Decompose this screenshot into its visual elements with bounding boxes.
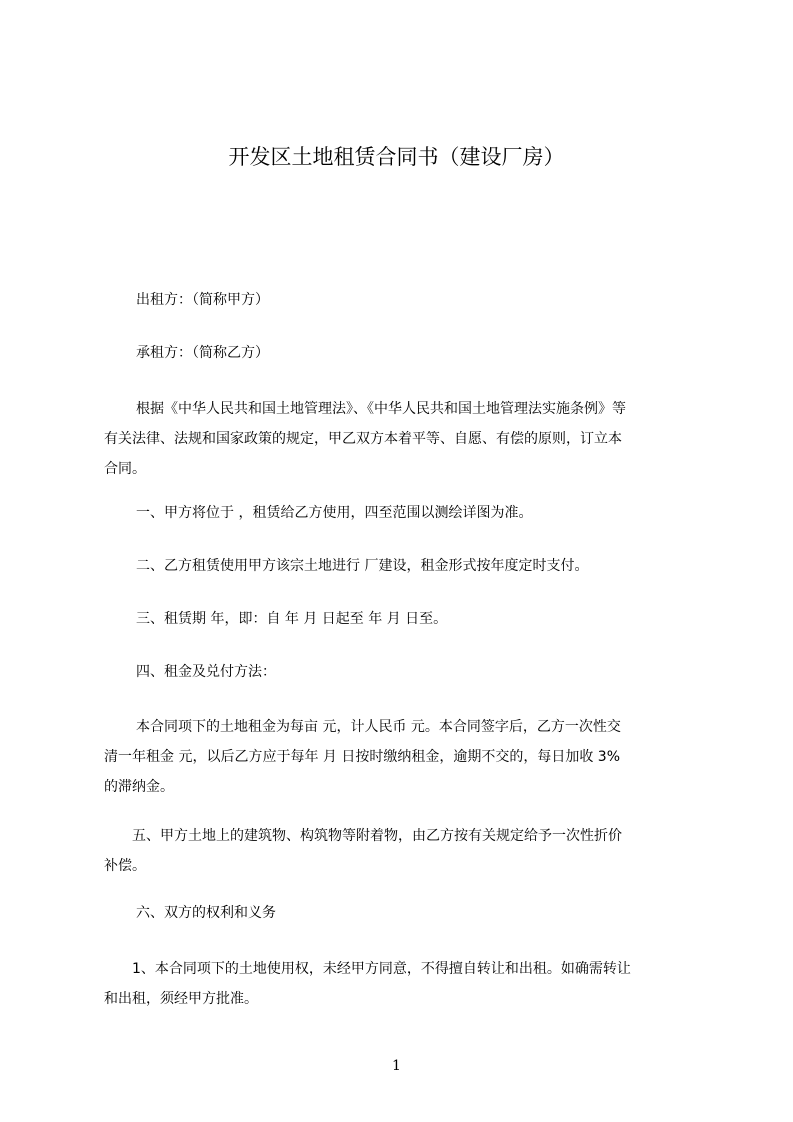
preamble-line-1: 根据《中华人民共和国土地管理法》、《中华人民共和国土地管理法实施条例》等 bbox=[136, 401, 626, 417]
preamble-line-2: 有关法律、法规和国家政策的规定，甲乙双方本着平等、自愿、有偿的原则，订立本 bbox=[104, 431, 622, 447]
lessor-line: 出租方：（简称甲方） bbox=[136, 292, 269, 308]
clause-1: 一、甲方将位于 ，租赁给乙方使用，四至范围以测绘详图为准。 bbox=[136, 505, 533, 521]
preamble-paragraph bbox=[104, 394, 698, 484]
clause-3: 三、租赁期 年，即：自 年 月 日起至 年 月 日至。 bbox=[136, 611, 448, 627]
page-number: 1 bbox=[392, 1058, 401, 1074]
clause-4-line-2: 清一年租金 元，以后乙方应于每年 月 日按时缴纳租金，逾期不交的，每日加收 3% bbox=[104, 749, 621, 765]
clause-6-item-1-paragraph bbox=[104, 954, 698, 1014]
clause-5-line-1: 五、甲方土地上的建筑物、构筑物等附着物，由乙方按有关规定给予一次性折价 bbox=[132, 828, 622, 844]
clause-4-paragraph bbox=[104, 712, 698, 802]
clause-2: 二、乙方租赁使用甲方该宗土地进行 厂建设，租金形式按年度定时支付。 bbox=[136, 558, 589, 574]
clause-6-title: 六、双方的权利和义务 bbox=[136, 905, 276, 921]
lessee-line: 承租方：（简称乙方） bbox=[136, 345, 269, 361]
clause-5-paragraph bbox=[104, 821, 698, 881]
clause-4-line-3: 的滞纳金。 bbox=[104, 779, 174, 795]
clause-6-item-1-line-2: 和出租，须经甲方批准。 bbox=[104, 991, 258, 1007]
document-title: 开发区土地租赁合同书（建设厂房） bbox=[228, 145, 565, 169]
clause-6-item-1-line-1: 1、本合同项下的土地使用权，未经甲方同意，不得擅自转让和出租。如确需转让 bbox=[132, 961, 631, 977]
preamble-line-3: 合同。 bbox=[104, 461, 146, 477]
clause-5-line-2: 补偿。 bbox=[104, 858, 146, 874]
clause-4-title: 四、租金及兑付方法： bbox=[136, 664, 276, 680]
clause-4-line-1: 本合同项下的土地租金为每亩 元，计人民币 元。本合同签字后，乙方一次性交 bbox=[136, 719, 621, 735]
